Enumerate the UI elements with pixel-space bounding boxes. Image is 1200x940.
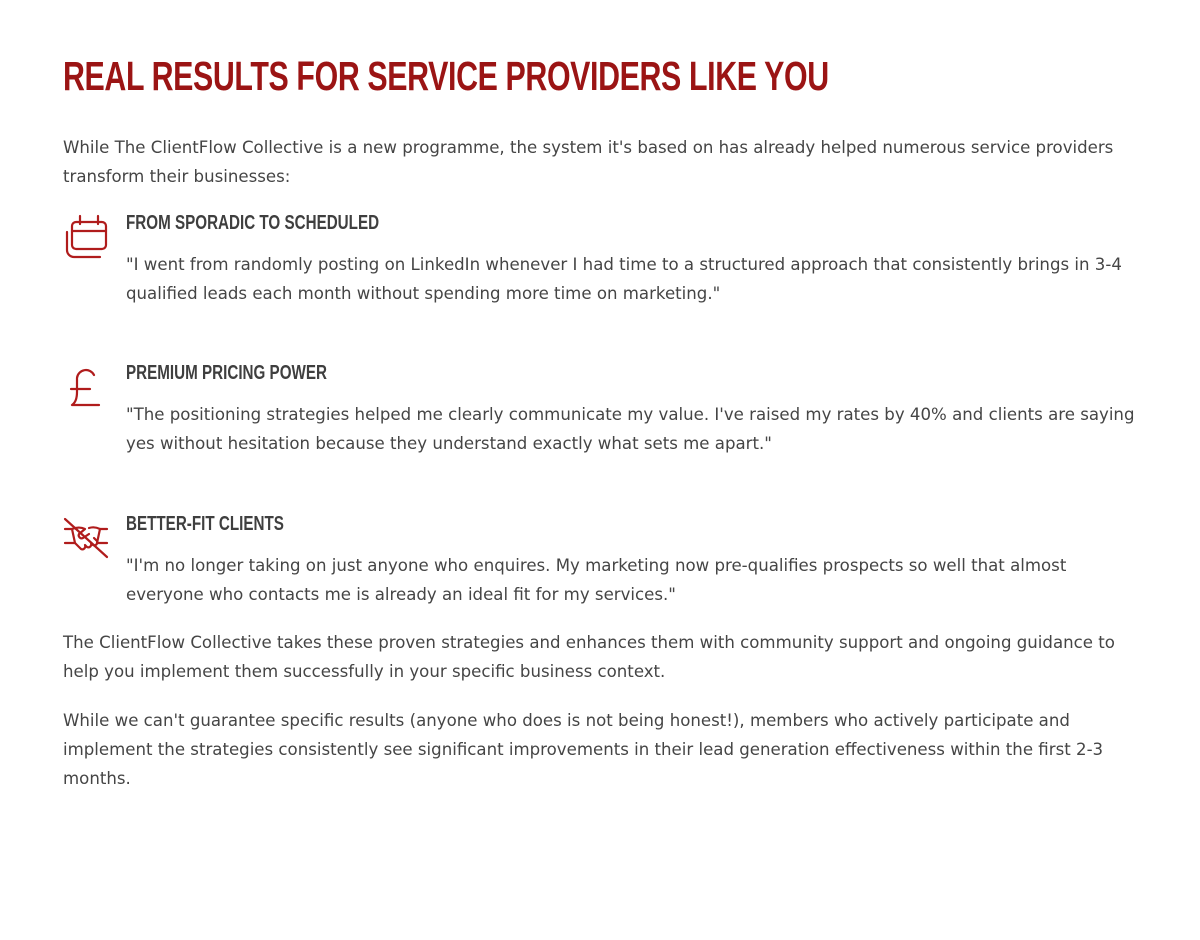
pound-sterling-icon xyxy=(63,362,109,412)
item-heading: PREMIUM PRICING POWER xyxy=(126,362,327,384)
outro-paragraph-1: The ClientFlow Collective takes these proven strategies and enhances them with community support and ongoing guidance to help you implement them successfully in your specific business context. xyxy=(63,633,1115,681)
item-quote: "I went from randomly posting on LinkedIn whenever I had time to a structured approach that consistently brings in 3-4 qualified leads each month without spending more time on marketing." xyxy=(126,255,1122,303)
outro-paragraph-2: While we can't guarantee specific results (anyone who does is not being honest!), members who actively participate and implement the strategies consistently see significant improvements in their lead generation effectiveness within the first 2-3 months. xyxy=(63,711,1104,788)
item-heading: BETTER-FIT CLIENTS xyxy=(126,513,284,535)
item-quote: "The positioning strategies helped me clearly communicate my value. I've raised my rates by 40% and clients are saying yes without hesitation because they understand exactly what sets me apart." xyxy=(126,405,1135,453)
handshake-off-icon xyxy=(63,513,109,563)
calendar-icon xyxy=(63,212,109,262)
item-heading: FROM SPORADIC TO SCHEDULED xyxy=(126,212,380,234)
section-title: REAL RESULTS FOR SERVICE PROVIDERS LIKE YOU xyxy=(63,53,829,99)
item-quote: "I'm no longer taking on just anyone who enquires. My marketing now pre-qualifies prospects so well that almost everyone who contacts me is already an ideal fit for my services." xyxy=(126,556,1067,604)
intro-paragraph: While The ClientFlow Collective is a new programme, the system it's based on has already helped numerous service providers transform their businesses: xyxy=(63,138,1114,186)
